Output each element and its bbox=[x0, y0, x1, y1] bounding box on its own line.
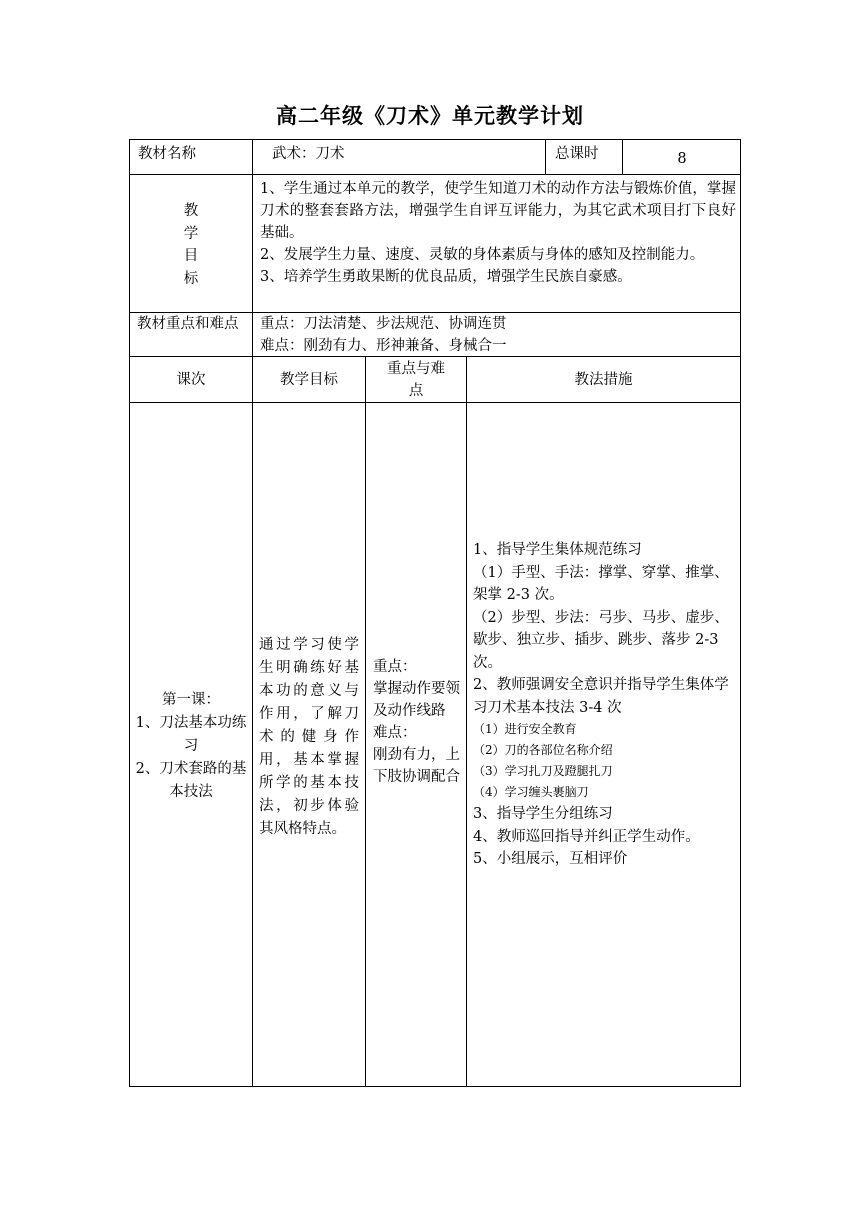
material-label: 教材名称 bbox=[138, 146, 196, 162]
page-title: 高二年级《刀术》单元教学计划 bbox=[276, 103, 584, 128]
method-item: 1、指导学生集体规范练习 bbox=[473, 542, 642, 558]
total-hours-value: 8 bbox=[677, 151, 687, 167]
key-points-label: 教材重点和难点 bbox=[137, 316, 239, 332]
lesson-difficulty-label: 难点： bbox=[373, 725, 417, 741]
method-item: （1）手型、手法：撑掌、穿掌、推掌、架掌 2-3 次。 bbox=[473, 564, 729, 603]
lesson-session-line: 2、刀术套路的基本技法 bbox=[135, 761, 247, 800]
sub-method-item: （4）学习缠头裹脑刀 bbox=[473, 785, 589, 799]
method-item: 3、指导学生分组练习 bbox=[473, 806, 613, 822]
method-item: 5、小组展示，互相评价 bbox=[473, 851, 628, 867]
key-points-content bbox=[260, 313, 736, 357]
column-header-methods: 教法措施 bbox=[574, 372, 633, 388]
column-header-session: 课次 bbox=[176, 372, 206, 388]
material-value: 武术：刀术 bbox=[272, 146, 345, 162]
total-hours-label: 总课时 bbox=[555, 146, 599, 162]
lesson-goal: 通过学习使学生明确练好基本功的意义与作用，了解刀术的健身作用，基本掌握所学的基本技法，初步体验其风格特点。 bbox=[259, 637, 359, 837]
objectives-label-char: 学 bbox=[183, 225, 199, 242]
column-header-goal: 教学目标 bbox=[280, 372, 338, 388]
lesson-key-text: 掌握动作要领及动作线路 bbox=[373, 681, 460, 719]
lesson-session-line: 1、刀法基本功练习 bbox=[135, 715, 247, 754]
method-item: 2、教师强调安全意识并指导学生集体学习刀术基本技法 3-4 次 bbox=[473, 677, 729, 716]
objectives-list bbox=[260, 178, 736, 288]
sub-method-item: （1）进行安全教育 bbox=[473, 722, 577, 736]
objective-item: 2、发展学生力量、速度、灵敏的身体素质与身体的感知及控制能力。 bbox=[260, 247, 705, 263]
lesson-difficulty-text: 刚劲有力，上下肢协调配合 bbox=[373, 747, 460, 785]
lesson-key-difficulty bbox=[373, 656, 460, 788]
objectives-label-char: 教 bbox=[183, 203, 199, 219]
difficulty-point: 难点：刚劲有力、形神兼备、身械合一 bbox=[260, 338, 507, 354]
objectives-label-char: 标 bbox=[183, 270, 199, 287]
sub-method-item: （3）学习扎刀及蹬腿扎刀 bbox=[473, 764, 613, 778]
method-item: （2）步型、步法：弓步、马步、虚步、歇步、独立步、插步、跳步、落步 2-3 次。 bbox=[473, 609, 729, 671]
objectives-label bbox=[130, 200, 252, 290]
key-point: 重点：刀法清楚、步法规范、协调连贯 bbox=[260, 316, 507, 332]
column-header-key-difficulty: 重点与难点 bbox=[387, 361, 445, 399]
lesson-methods bbox=[473, 539, 737, 871]
objective-item: 1、学生通过本单元的教学，使学生知道刀术的动作方法与锻炼价值，掌握刀术的整套套路方法，增强学生自评互评能力，为其它武术项目打下良好基础。 bbox=[260, 181, 736, 241]
objectives-label-char: 目 bbox=[183, 248, 199, 264]
lesson-session-line: 第一课： bbox=[162, 692, 220, 708]
objective-item: 3、培养学生勇敢果断的优良品质，增强学生民族自豪感。 bbox=[260, 269, 632, 285]
lesson-session bbox=[130, 689, 252, 804]
sub-method-item: （2）刀的各部位名称介绍 bbox=[473, 743, 613, 757]
method-item: 4、教师巡回指导并纠正学生动作。 bbox=[473, 828, 700, 845]
lesson-key-label: 重点： bbox=[373, 659, 417, 675]
